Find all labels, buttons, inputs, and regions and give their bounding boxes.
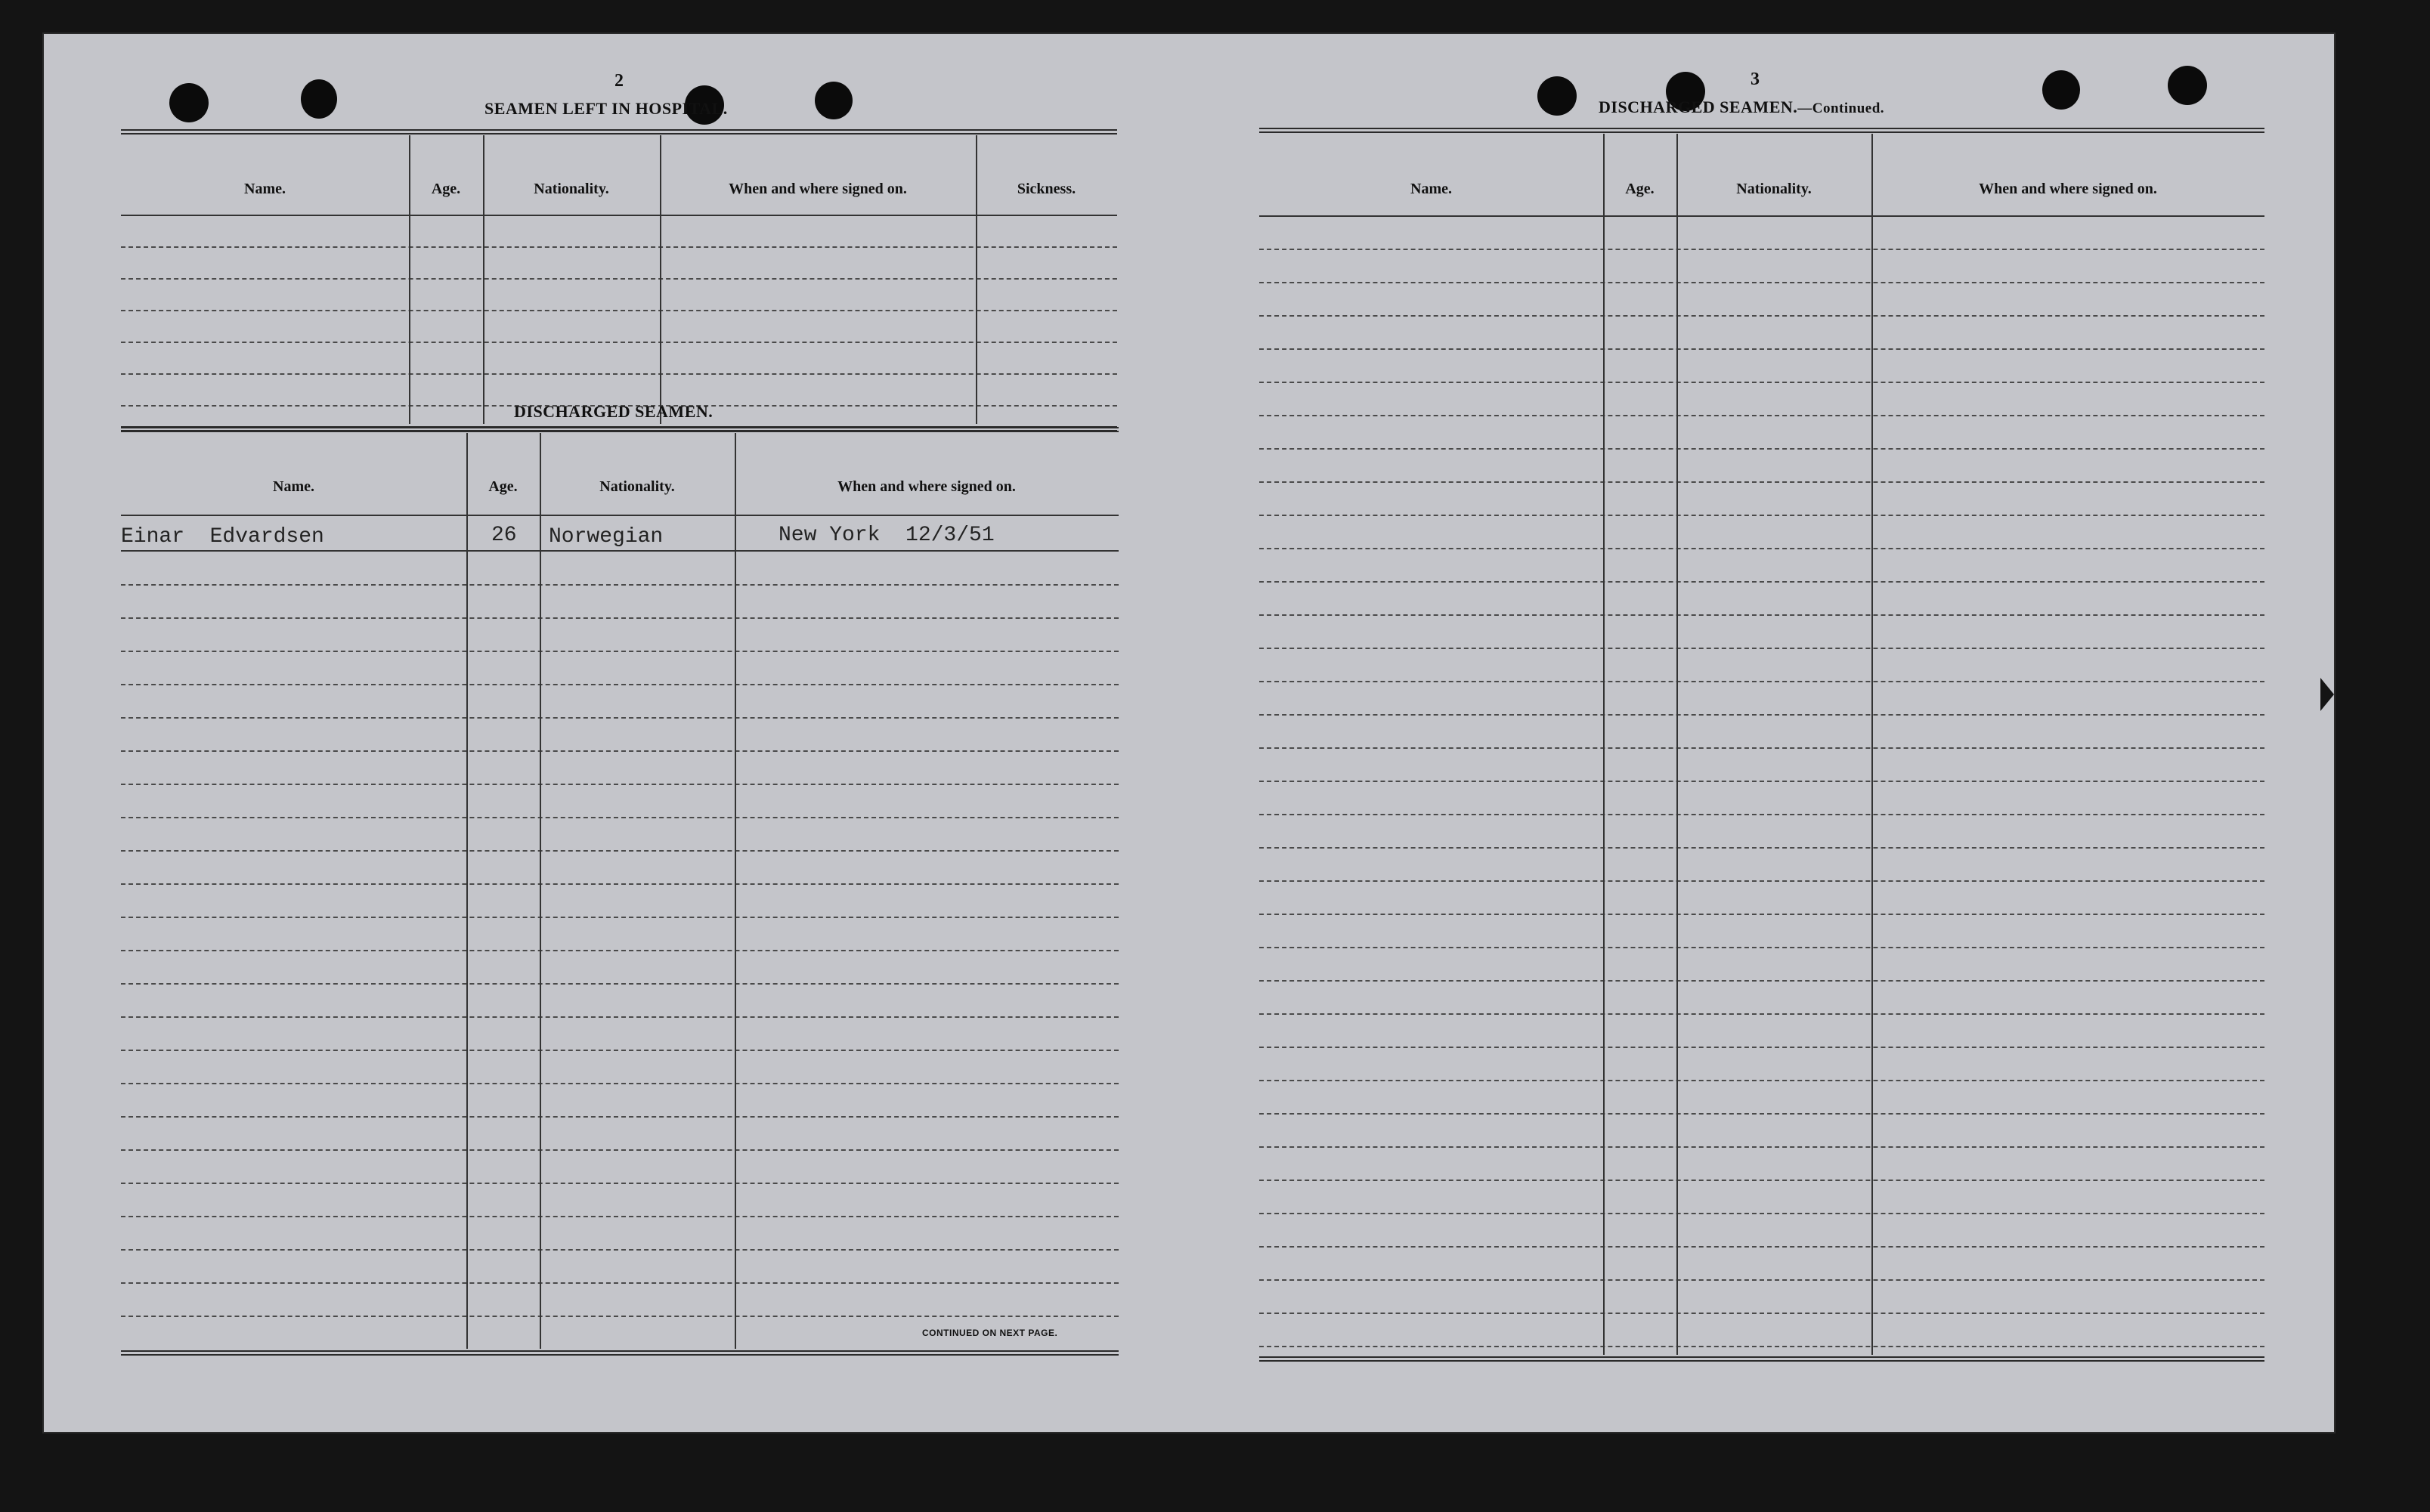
discharged-col-age: Age. — [488, 478, 518, 495]
discharged-continued-table — [1259, 128, 2264, 1367]
right-col-nationality: Nationality. — [1736, 181, 1812, 197]
punch-hole — [815, 82, 853, 119]
discharged-col-signed-on: When and where signed on. — [837, 478, 1016, 495]
left-page-number: 2 — [614, 71, 624, 91]
right-col-name: Name. — [1410, 181, 1452, 197]
punch-hole — [2042, 70, 2080, 110]
hospital-col-signed-on: When and where signed on. — [729, 181, 907, 197]
right-col-signed-on: When and where signed on. — [1979, 181, 2157, 197]
discharged-col-nationality: Nationality. — [599, 478, 675, 495]
discharged-col-name: Name. — [273, 478, 314, 495]
right-col-age: Age. — [1625, 181, 1655, 197]
paper-notch — [2320, 678, 2334, 711]
right-title-main: DISCHARGED SEAMEN. — [1599, 97, 1798, 116]
hospital-section-title: SEAMEN LEFT IN HOSPITAL. — [484, 99, 728, 118]
right-page-number: 3 — [1751, 70, 1760, 89]
hospital-col-sickness: Sickness. — [1017, 181, 1076, 197]
hospital-table — [121, 129, 1117, 428]
seaman-nationality: Norwegian — [549, 525, 664, 549]
punch-hole — [1537, 76, 1577, 116]
hospital-col-age: Age. — [431, 181, 461, 197]
seaman-signed-on: New York 12/3/51 — [779, 524, 995, 547]
hospital-col-name: Name. — [244, 181, 286, 197]
punch-hole — [301, 79, 337, 119]
continued-note: CONTINUED ON NEXT PAGE. — [922, 1328, 1058, 1338]
right-section-title — [1599, 97, 1884, 117]
discharged-section-title: DISCHARGED SEAMEN. — [514, 402, 714, 421]
right-title-suffix: —Continued. — [1797, 100, 1885, 116]
punch-hole — [169, 83, 209, 122]
discharged-table — [121, 427, 1119, 1364]
document-paper — [44, 34, 2334, 1432]
punch-hole — [2168, 66, 2207, 105]
seaman-name: Einar Edvardsen — [121, 525, 324, 549]
seaman-age: 26 — [491, 524, 517, 547]
hospital-col-nationality: Nationality. — [534, 181, 609, 197]
